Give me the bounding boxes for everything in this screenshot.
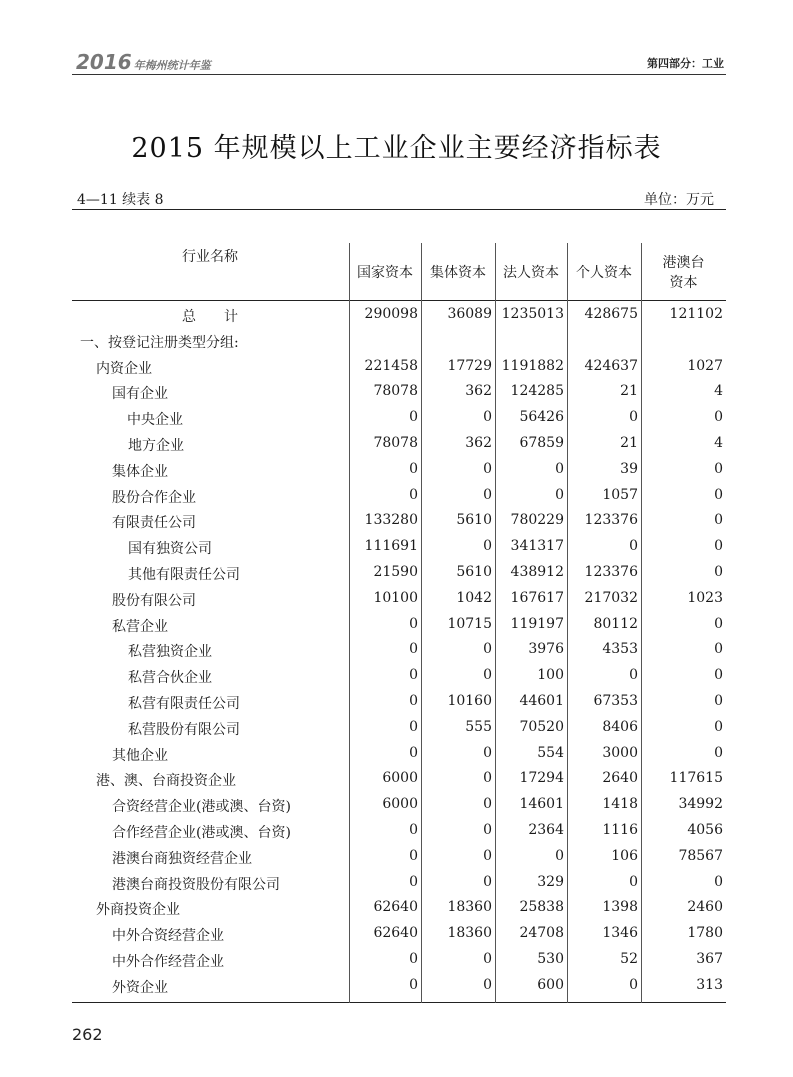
table-cell: 1116 xyxy=(602,822,638,838)
row-label: 国有企业 xyxy=(112,386,168,403)
table-cell: 3000 xyxy=(602,744,638,761)
table-row xyxy=(0,922,793,948)
table-cell: 0 xyxy=(714,615,723,632)
table-cell: 438912 xyxy=(510,564,564,580)
row-label: 内资企业 xyxy=(96,360,152,377)
table-cell: 5610 xyxy=(456,564,492,580)
table-cell: 1780 xyxy=(687,925,723,942)
table-cell: 70520 xyxy=(519,718,564,735)
table-cell: 1191882 xyxy=(501,357,564,374)
table-cell: 1057 xyxy=(602,486,638,503)
table-cell: 0 xyxy=(409,847,418,864)
table-cell: 24708 xyxy=(519,925,564,942)
table-row xyxy=(0,845,793,871)
table-cell: 0 xyxy=(409,693,418,709)
row-header-label: 行业名称 xyxy=(182,249,238,265)
table-cell: 25838 xyxy=(519,899,564,916)
table-cell: 428675 xyxy=(584,306,638,322)
row-label: 合作经营企业(港或澳、台资) xyxy=(112,825,291,841)
table-id: 4—11 续表 8 xyxy=(77,192,164,208)
row-label: 股份有限公司 xyxy=(112,592,196,609)
table-cell: 0 xyxy=(714,873,723,890)
yearbook-logo xyxy=(76,50,211,74)
table-cell: 1023 xyxy=(687,589,723,606)
table-row xyxy=(0,767,793,793)
table-cell: 0 xyxy=(483,976,492,993)
row-label: 私营企业 xyxy=(112,618,168,635)
table-cell: 10715 xyxy=(447,615,492,632)
table-cell: 0 xyxy=(409,873,418,890)
table-cell: 4353 xyxy=(602,641,638,658)
table-cell: 18360 xyxy=(447,925,492,942)
table-cell: 0 xyxy=(629,873,638,890)
page-title: 2015 年规模以上工业企业主要经济指标表 xyxy=(131,133,662,164)
table-cell: 0 xyxy=(409,718,418,735)
table-cell: 1027 xyxy=(687,357,723,374)
table-cell: 0 xyxy=(483,822,492,838)
table-cell: 4 xyxy=(714,383,723,400)
table-cell: 362 xyxy=(465,383,492,400)
table-cell: 17729 xyxy=(447,357,492,374)
table-cell: 78078 xyxy=(373,383,418,400)
table-cell: 0 xyxy=(409,486,418,503)
table-cell: 34992 xyxy=(678,796,723,813)
table-cell: 600 xyxy=(537,976,564,993)
table-cell: 62640 xyxy=(373,925,418,942)
row-label: 其他企业 xyxy=(112,747,168,764)
table-cell: 4 xyxy=(714,435,723,451)
row-label: 外商投资企业 xyxy=(96,902,180,919)
table-cell: 3976 xyxy=(528,641,564,658)
table-cell: 0 xyxy=(483,770,492,787)
table-cell: 290098 xyxy=(364,306,418,322)
table-cell: 0 xyxy=(714,486,723,503)
table-cell: 0 xyxy=(714,641,723,658)
table-cell: 5610 xyxy=(456,512,492,529)
table-cell: 80112 xyxy=(593,615,638,632)
table-bottom-rule xyxy=(72,1002,726,1003)
table-cell: 0 xyxy=(483,667,492,684)
table-cell: 0 xyxy=(714,693,723,709)
yearbook-name: 年梅州统计年鉴 xyxy=(133,59,211,72)
row-label: 集体企业 xyxy=(112,463,168,480)
table-cell: 0 xyxy=(714,718,723,735)
table-cell: 0 xyxy=(409,667,418,684)
table-cell: 21 xyxy=(620,383,638,400)
row-label: 港澳台商独资经营企业 xyxy=(112,850,252,867)
table-cell: 0 xyxy=(409,615,418,632)
table-cell: 10100 xyxy=(373,589,418,606)
table-cell: 0 xyxy=(629,976,638,993)
row-label: 私营有限责任公司 xyxy=(128,696,240,712)
table-cell: 217032 xyxy=(584,589,638,606)
table-row xyxy=(0,793,793,819)
row-label: 其他有限责任公司 xyxy=(128,567,240,583)
table-row xyxy=(0,329,793,355)
table-row xyxy=(0,535,793,561)
table-cell: 530 xyxy=(537,951,564,967)
table-cell: 0 xyxy=(483,538,492,555)
table-row xyxy=(0,690,793,716)
table-row xyxy=(0,303,793,329)
table-cell: 424637 xyxy=(584,357,638,374)
table-cell: 6000 xyxy=(382,796,418,813)
table-cell: 0 xyxy=(409,460,418,477)
column-header: 国家资本 xyxy=(357,265,413,281)
table-header-rule xyxy=(72,300,726,301)
table-cell: 0 xyxy=(555,847,564,864)
table-cell: 780229 xyxy=(510,512,564,529)
row-label: 地方企业 xyxy=(128,438,184,454)
table-cell: 121102 xyxy=(669,306,723,322)
table-cell: 133280 xyxy=(364,512,418,529)
table-cell: 67353 xyxy=(593,693,638,709)
table-cell: 555 xyxy=(465,718,492,735)
row-label: 港、澳、台商投资企业 xyxy=(96,773,236,790)
table-cell: 2460 xyxy=(687,899,723,916)
table-cell: 18360 xyxy=(447,899,492,916)
table-cell: 0 xyxy=(483,486,492,503)
table-cell: 0 xyxy=(409,951,418,967)
table-cell: 39 xyxy=(620,460,638,477)
table-cell: 0 xyxy=(409,822,418,838)
table-cell: 0 xyxy=(483,744,492,761)
table-row xyxy=(0,613,793,639)
table-row xyxy=(0,587,793,613)
table-row xyxy=(0,509,793,535)
table-row xyxy=(0,716,793,742)
table-cell: 2640 xyxy=(602,770,638,787)
row-label: 私营股份有限公司 xyxy=(128,721,240,738)
table-cell: 313 xyxy=(696,976,723,993)
table-cell: 78078 xyxy=(373,435,418,451)
table-row xyxy=(0,484,793,510)
row-label: 中外合资经营企业 xyxy=(112,928,224,945)
row-label: 中外合作经营企业 xyxy=(112,954,224,970)
table-cell: 36089 xyxy=(447,306,492,322)
table-row xyxy=(0,819,793,845)
row-label: 中央企业 xyxy=(127,412,183,429)
table-cell: 0 xyxy=(409,744,418,761)
page-header xyxy=(72,46,726,75)
table-row xyxy=(0,948,793,974)
table-row xyxy=(0,561,793,587)
table-row xyxy=(0,638,793,664)
table-cell: 100 xyxy=(537,667,564,684)
table-cell: 0 xyxy=(483,460,492,477)
table-row xyxy=(0,432,793,458)
table-cell: 0 xyxy=(714,460,723,477)
table-cell: 0 xyxy=(714,538,723,555)
table-cell: 0 xyxy=(629,667,638,684)
table-cell: 0 xyxy=(629,538,638,555)
table-cell: 221458 xyxy=(364,357,418,374)
row-label: 私营独资企业 xyxy=(128,644,212,661)
column-header: 法人资本 xyxy=(503,265,559,281)
table-cell: 106 xyxy=(611,847,638,864)
row-label: 私营合伙企业 xyxy=(128,670,212,687)
column-header: 个人资本 xyxy=(576,265,632,281)
table-cell: 554 xyxy=(537,744,564,761)
row-label: 股份合作企业 xyxy=(112,489,196,506)
table-row xyxy=(0,664,793,690)
table-cell: 62640 xyxy=(373,899,418,916)
table-cell: 0 xyxy=(555,460,564,477)
row-label: 合资经营企业(港或澳、台资) xyxy=(112,799,291,816)
column-header: 港澳台 资本 xyxy=(662,255,705,291)
table-cell: 0 xyxy=(483,951,492,967)
table-row xyxy=(0,742,793,768)
table-cell: 123376 xyxy=(584,564,638,580)
column-header: 集体资本 xyxy=(430,265,486,281)
table-row xyxy=(0,458,793,484)
table-cell: 111691 xyxy=(364,538,418,555)
table-cell: 0 xyxy=(409,976,418,993)
table-cell: 0 xyxy=(629,409,638,426)
table-cell: 0 xyxy=(483,641,492,658)
table-cell: 78567 xyxy=(678,847,723,864)
table-cell: 117615 xyxy=(669,770,723,787)
table-cell: 167617 xyxy=(510,589,564,606)
table-cell: 0 xyxy=(714,512,723,529)
table-cell: 0 xyxy=(714,409,723,426)
table-row xyxy=(0,355,793,381)
table-cell: 0 xyxy=(483,796,492,813)
row-label: 港澳台商投资股份有限公司 xyxy=(112,876,280,893)
table-cell: 2364 xyxy=(528,822,564,838)
table-cell: 14601 xyxy=(519,796,564,813)
table-cell: 1346 xyxy=(602,925,638,942)
table-row xyxy=(0,896,793,922)
table-row xyxy=(0,974,793,1000)
row-label: 外资企业 xyxy=(112,979,168,996)
table-cell: 0 xyxy=(714,667,723,684)
table-cell: 0 xyxy=(714,744,723,761)
table-cell: 0 xyxy=(409,409,418,426)
table-cell: 10160 xyxy=(447,693,492,709)
table-cell: 6000 xyxy=(382,770,418,787)
table-cell: 0 xyxy=(555,486,564,503)
table-cell: 0 xyxy=(483,847,492,864)
table-row xyxy=(0,406,793,432)
unit-label: 单位：万元 xyxy=(644,192,714,208)
table-cell: 44601 xyxy=(519,693,564,709)
table-cell: 67859 xyxy=(519,435,564,451)
table-cell: 362 xyxy=(465,435,492,451)
table-cell: 123376 xyxy=(584,512,638,529)
table-cell: 0 xyxy=(483,873,492,890)
table-cell: 124285 xyxy=(510,383,564,400)
row-label: 一、按登记注册类型分组: xyxy=(80,334,239,351)
yearbook-year: 2016 xyxy=(76,50,132,74)
table-row xyxy=(0,380,793,406)
table-cell: 56426 xyxy=(519,409,564,426)
table-cell: 8406 xyxy=(602,718,638,735)
row-label: 国有独资公司 xyxy=(128,541,212,558)
table-cell: 341317 xyxy=(510,538,564,555)
table-cell: 0 xyxy=(409,641,418,658)
table-cell: 367 xyxy=(696,951,723,967)
page-number: 262 xyxy=(72,1025,103,1044)
row-label: 总 计 xyxy=(182,309,238,325)
table-top-rule xyxy=(72,209,726,210)
table-cell: 1042 xyxy=(456,589,492,606)
table-cell: 17294 xyxy=(519,770,564,787)
table-cell: 0 xyxy=(714,564,723,580)
table-cell: 0 xyxy=(483,409,492,426)
section-label: 第四部分：工业 xyxy=(647,57,724,70)
table-cell: 1398 xyxy=(602,899,638,916)
row-label: 有限责任公司 xyxy=(112,515,196,532)
table-cell: 119197 xyxy=(510,615,564,632)
table-row xyxy=(0,871,793,897)
table-cell: 329 xyxy=(537,873,564,890)
table-cell: 1235013 xyxy=(501,306,564,322)
table-cell: 21590 xyxy=(373,564,418,580)
table-cell: 1418 xyxy=(602,796,638,813)
table-cell: 21 xyxy=(620,435,638,451)
table-cell: 4056 xyxy=(687,822,723,838)
table-cell: 52 xyxy=(620,951,638,967)
